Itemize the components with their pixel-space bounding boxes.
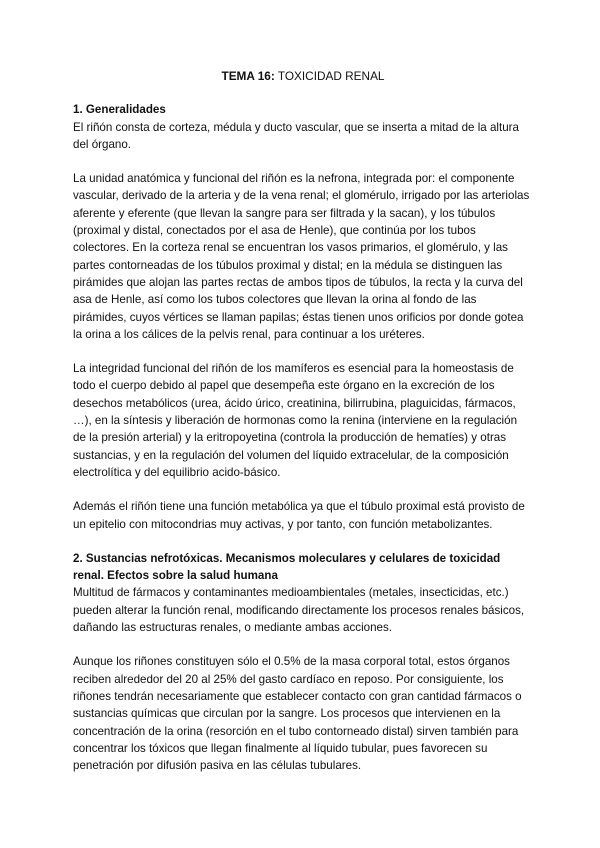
section-sustancias-nefrotoxicas [73,550,533,775]
document-title [73,68,533,85]
paragraph: La integridad funcional del riñón de los mamíferos es esencial para la homeostasis de todo el cuerpo debido al papel que desempeña este órgano en la excreción de los desechos metabólicos (urea, ácido úrico, creatinina, bilirrubina, plaguicidas, fármacos, …), en la síntesis y liberación de hormonas como la renina (interviene en la regulación de la presión arterial) y la eritropoyetina (controla la producción de hematíes) y otras sustancias, y en la regulación del volumen del líquido extracelular, de la composición electrolítica y del equilibrio acido-básico. [73,362,518,479]
section-generalidades [73,101,533,533]
paragraph: La unidad anatómica y funcional del riñón es la nefrona, integrada por: el componente vascular, derivado de la arteria y de la vena renal; el glomérulo, irrigado por las arteriolas aferente y eferente (que llevan la sangre para ser filtrada y la sacan), y los túbulos (proximal y distal, conectados por el asa de Henle), que continúa por los tubos colectores. En la corteza renal se encuentran los vasos primarios, el glomérulo, y las partes contorneadas de los túbulos proximal y distal; en la médula se distinguen las pirámides que alojan las partes rectas de ambos tipos de túbulos, la recta y la curva del asa de Henle, así como los tubos colectores que llevan la orina al fondo de las pirámides, cuyos vértices se llaman papilas; éstas tienen unos orificios por donde gotea la orina a los cálices de la pelvis renal, para continuar a los uréteres. [73,172,530,341]
paragraph: El riñón consta de corteza, médula y ducto vascular, que se inserta a mitad de la altura del órgano. [73,120,519,151]
paragraph: Además el riñón tiene una función metabólica ya que el túbulo proximal está provisto de un epitelio con mitocondrias muy activas, y por tanto, con función metabolizantes. [73,500,525,531]
title-bold: TEMA 16: [221,69,275,83]
paragraph: Multitud de fármacos y contaminantes medioambientales (metales, insecticidas, etc.) pueden alterar la función renal, modificando directamente los procesos renales básicos, dañando las estructuras renales, o mediante ambas acciones. [73,586,525,635]
paragraph: Aunque los riñones constituyen sólo el 0.5% de la masa corporal total, estos órganos reciben alrededor del 20 al 25% del gasto cardíaco en reposo. Por consiguiente, los riñones tendrán necesariamente que establecer contacto con gran cantidad fármacos o sustancias químicas que circulan por la sangre. Los procesos que intervienen en la concentración de la orina (resorción en el tubo contorneado distal) sirven también para concentrar los tóxicos que llegan finalmente al líquido tubular, pues favorecen su penetración por difusión pasiva en las células tubulares. [73,655,522,773]
section-heading: 1. Generalidades [73,103,166,117]
document-page [73,68,533,791]
title-rest: TOXICIDAD RENAL [274,69,385,83]
section-heading: 2. Sustancias nefrotóxicas. Mecanismos moleculares y celulares de toxicidad renal. Efectos sobre la salud humana [73,551,501,583]
